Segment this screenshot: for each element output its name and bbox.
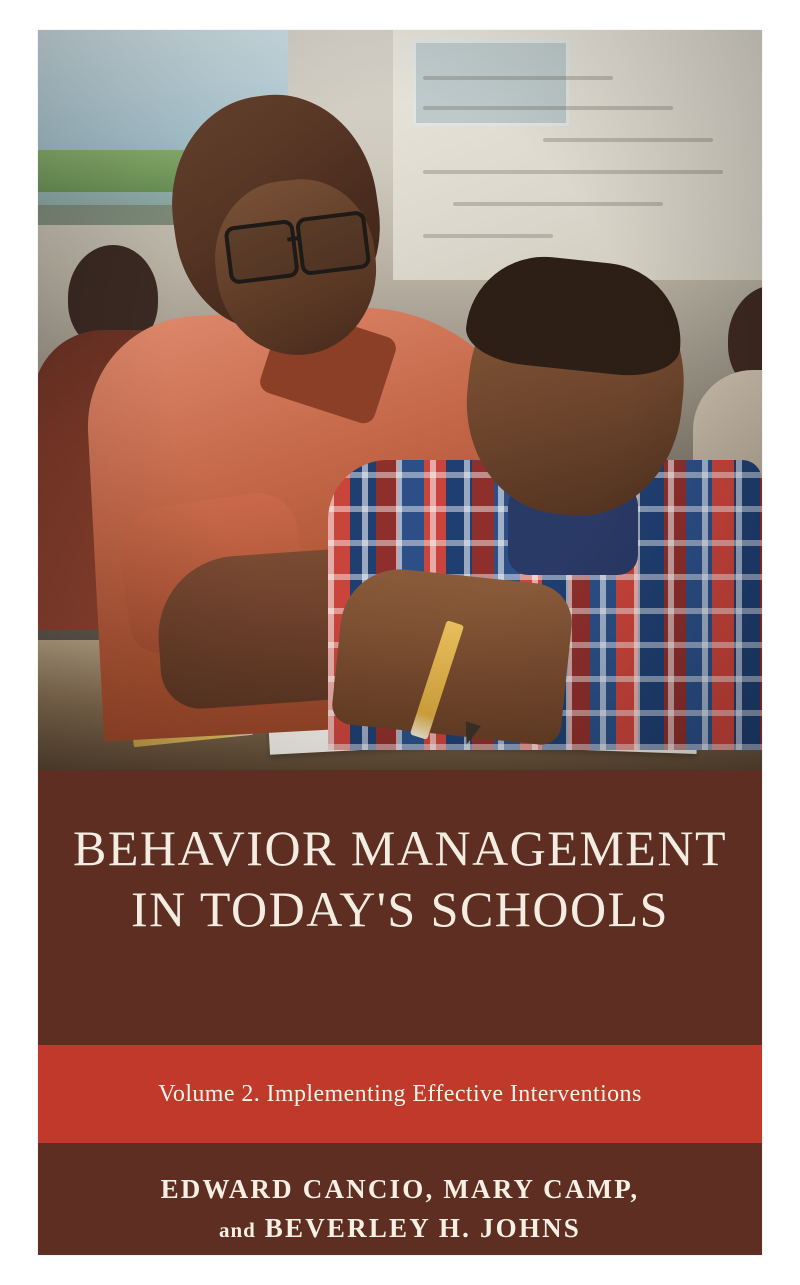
book-title-line-1: BEHAVIOR MANAGEMENT bbox=[73, 820, 727, 876]
book-subtitle: Volume 2. Implementing Effective Interventions bbox=[158, 1080, 642, 1107]
book-title bbox=[38, 818, 762, 940]
authors-conjunction: and bbox=[218, 1218, 256, 1243]
author-line-1: EDWARD CANCIO, MARY CAMP, bbox=[160, 1174, 640, 1204]
cover-photo bbox=[38, 30, 762, 770]
author-line-2-names: BEVERLEY H. JOHNS bbox=[264, 1213, 582, 1244]
author-line-2 bbox=[38, 1209, 762, 1248]
cover-title-block bbox=[38, 770, 762, 1255]
book-cover bbox=[38, 30, 762, 1255]
subtitle-band bbox=[38, 1045, 762, 1143]
photo-vignette bbox=[38, 30, 762, 770]
book-title-line-2: IN TODAY'S SCHOOLS bbox=[131, 881, 669, 937]
book-authors bbox=[38, 1170, 762, 1248]
